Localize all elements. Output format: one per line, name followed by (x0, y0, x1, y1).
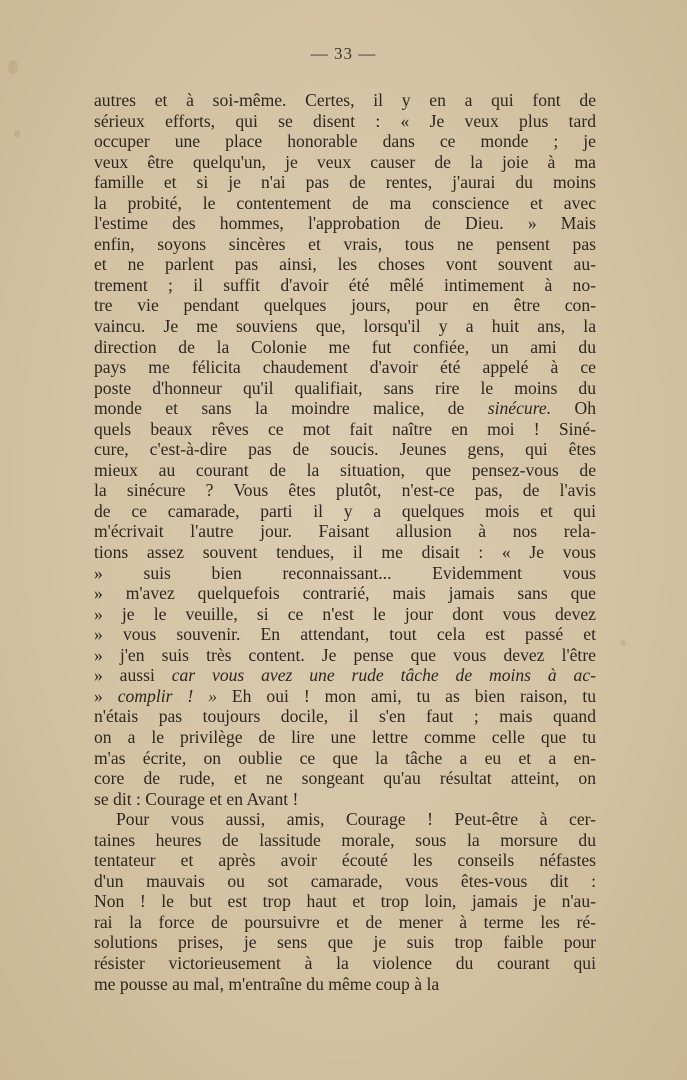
text-line: trement ; il suffit d'avoir été mêlé intimement à no- (94, 274, 596, 295)
text-line: vaincu. Je me souviens que, lorsqu'il y a huit ans, la (94, 316, 596, 337)
text-line: d'un mauvais ou sot camarade, vous êtes-vous dit : (94, 870, 596, 891)
body-text (94, 90, 596, 994)
page-number: — 33 — (310, 44, 377, 63)
text-line: rai la force de poursuivre et de mener à terme les ré- (94, 911, 596, 932)
text-line: m'as écrite, on oublie ce que la tâche a eu et a en- (94, 747, 596, 768)
text-line: cure, c'est-à-dire pas de soucis. Jeunes gens, qui êtes (94, 439, 596, 460)
text-line: me pousse au mal, m'entraîne du même coup à la (94, 973, 440, 994)
italic-text: sinécure. (487, 398, 552, 419)
text-line: tions assez souvent tendues, il me disait : « Je vous (94, 542, 596, 563)
text-line: » vous souvenir. En attendant, tout cela est passé et (94, 624, 596, 645)
text-line: mieux au courant de la situation, que pensez-vous de (94, 459, 596, 480)
text-line: core de rude, et ne songeant qu'au résultat atteint, on (94, 768, 596, 789)
text-line: » complir ! » Eh oui ! mon ami, tu as bien raison, tu (94, 685, 596, 706)
text-line: solutions prises, je sens que je suis trop faible pour (94, 932, 596, 953)
text-line: monde et sans la moindre malice, de sinécure. Oh (94, 398, 596, 419)
text-line: et ne parlent pas ainsi, les choses vont souvent au- (94, 254, 596, 275)
text-line: » je le veuille, si ce n'est le jour dont vous devez (94, 603, 596, 624)
text-line: veux être quelqu'un, je veux causer de la joie à ma (94, 151, 596, 172)
text-line: famille et si je n'ai pas de rentes, j'aurai du moins (94, 172, 596, 193)
text-line: la sinécure ? Vous êtes plutôt, n'est-ce pas, de l'avis (94, 480, 596, 501)
text-line: poste d'honneur qu'il qualifiait, sans rire le moins du (94, 377, 596, 398)
text-line: m'écrivait l'autre jour. Faisant allusion à nos rela- (94, 521, 596, 542)
italic-text: complir ! » (117, 685, 217, 706)
paper-stain (620, 640, 626, 646)
text-line: de ce camarade, parti il y a quelques mois et qui (94, 500, 596, 521)
text-line: résister victorieusement à la violence du courant qui (94, 952, 596, 973)
paper-stain (14, 130, 20, 138)
text-line: n'étais pas toujours docile, il s'en faut ; mais quand (94, 706, 596, 727)
text-line: tre vie pendant quelques jours, pour en être con- (94, 295, 596, 316)
text-line: pays me félicita chaudement d'avoir été appelé à ce (94, 357, 596, 378)
italic-text: car vous avez une rude tâche de moins à ac- (171, 665, 596, 686)
text-line: taines heures de lassitude morale, sous la morsure du (94, 829, 596, 850)
text-line: autres et à soi-même. Certes, il y en a qui font de (94, 90, 596, 110)
text-line: enfin, soyons sincères et vrais, tous ne pensent pas (94, 233, 596, 254)
text-line: » suis bien reconnaissant... Evidemment vous (94, 562, 596, 583)
text-line: » j'en suis très content. Je pense que vous devez l'être (94, 644, 596, 665)
text-line: on a le privilège de lire une lettre comme celle que tu (94, 726, 596, 747)
text-line: » m'avez quelquefois contrarié, mais jamais sans que (94, 583, 596, 604)
text-line: Non ! le but est trop haut et trop loin, jamais je n'au- (94, 891, 596, 912)
text-line: Pour vous aussi, amis, Courage ! Peut-être à cer- (116, 809, 596, 830)
text-line: » aussi car vous avez une rude tâche de moins à ac- (94, 665, 596, 686)
text-line: se dit : Courage et en Avant ! (94, 788, 299, 809)
text-line: quels beaux rêves ce mot fait naître en moi ! Siné- (94, 418, 596, 439)
text-line: occuper une place honorable dans ce monde ; je (94, 131, 596, 152)
text-line: tentateur et après avoir écouté les conseils néfastes (94, 850, 596, 871)
text-line: la probité, le contentement de ma conscience et avec (94, 192, 596, 213)
text-line: sérieux efforts, qui se disent : « Je veux plus tard (94, 110, 596, 131)
text-line: l'estime des hommes, l'approbation de Dieu. » Mais (94, 213, 596, 234)
text-line: direction de la Colonie me fut confiée, un ami du (94, 336, 596, 357)
